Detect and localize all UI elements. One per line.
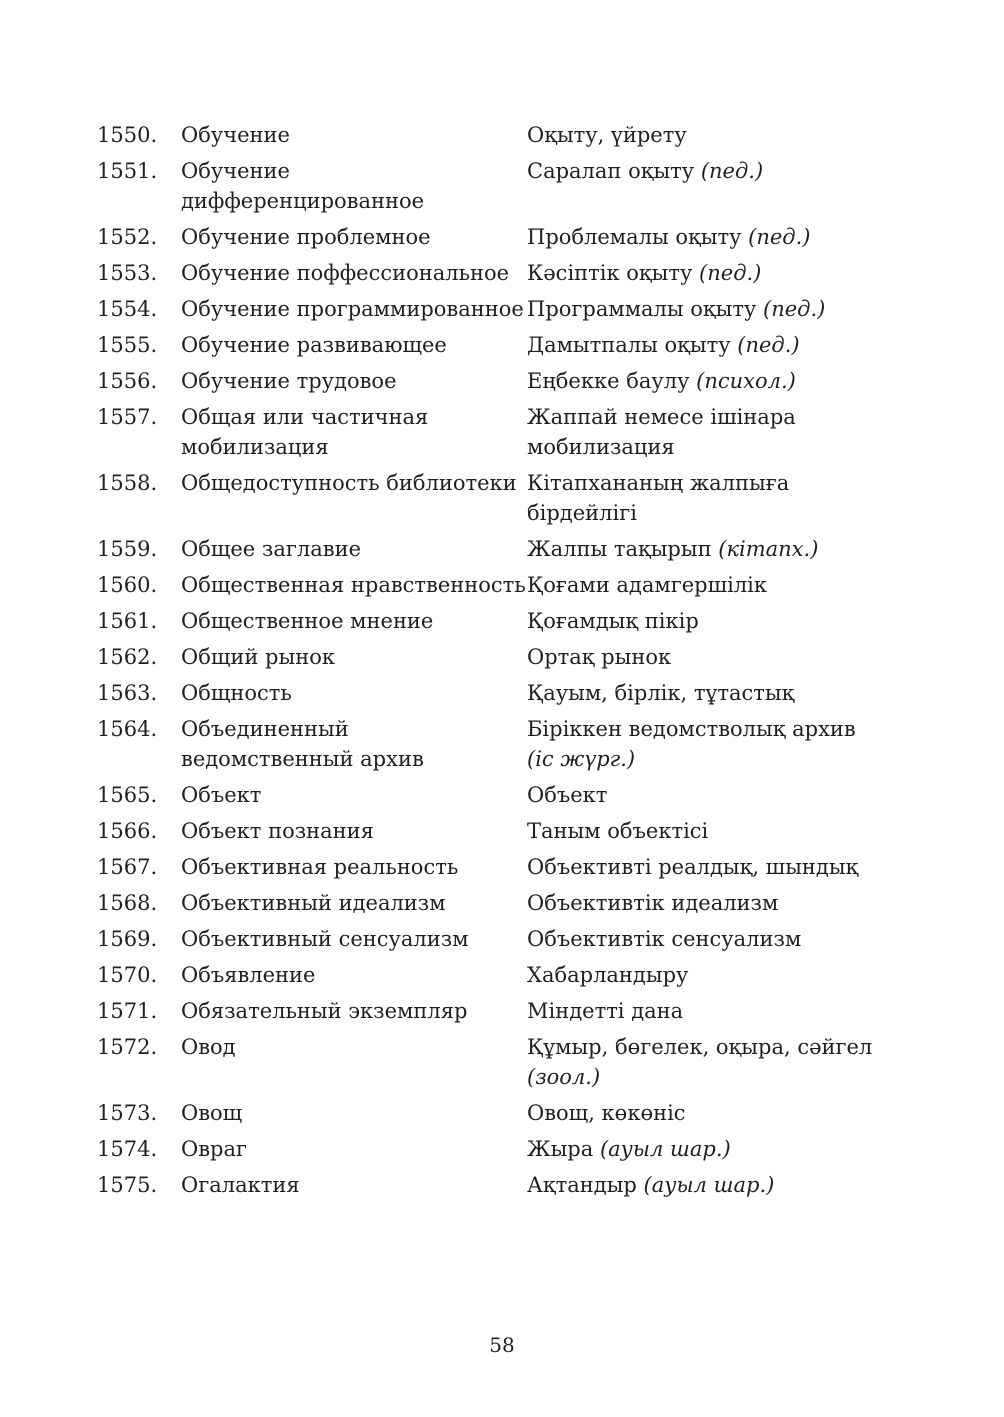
entry-number: 1561. (97, 609, 158, 633)
kazakh-translation (527, 570, 882, 600)
kazakh-term: Объективті реалдық, шындық (527, 855, 859, 879)
entry-number: 1564. (97, 717, 158, 741)
russian-term: Овощ (181, 1101, 243, 1125)
glossary-entry (0, 1032, 1004, 1098)
field-abbreviation: (пед.) (700, 159, 764, 183)
kazakh-translation (527, 924, 882, 954)
kazakh-term: Объект (527, 783, 608, 807)
field-abbreviation: (кітапх.) (718, 537, 819, 561)
entry-number: 1575. (97, 1173, 158, 1197)
kazakh-translation (527, 366, 882, 396)
entry-number: 1558. (97, 471, 158, 495)
entry-number: 1553. (97, 261, 158, 285)
kazakh-term: Кітапхананың жалпыға бірдейлігі (527, 471, 790, 525)
field-abbreviation: (іс жүрг.) (527, 747, 636, 771)
field-abbreviation: (ауыл шар.) (643, 1173, 775, 1197)
glossary-entry (0, 570, 1004, 606)
russian-term: Объединенный ведомственный архив (181, 717, 424, 771)
glossary-entry (0, 960, 1004, 996)
glossary-entry (0, 1170, 1004, 1206)
glossary-entry (0, 606, 1004, 642)
glossary-entry (0, 780, 1004, 816)
glossary-entry (0, 642, 1004, 678)
kazakh-term: Қоғами адамгершілік (527, 573, 768, 597)
entry-number: 1562. (97, 645, 158, 669)
kazakh-term: Қоғамдық пікір (527, 609, 699, 633)
kazakh-term: Хабарландыру (527, 963, 689, 987)
glossary-entry (0, 156, 1004, 222)
glossary-entry (0, 402, 1004, 468)
glossary-entry (0, 258, 1004, 294)
russian-term: Обучение поффессиональное (181, 261, 510, 285)
glossary-entries (0, 120, 1004, 1206)
entry-number: 1560. (97, 573, 158, 597)
kazakh-translation (527, 606, 882, 636)
russian-term: Общая или частичная мобилизация (181, 405, 429, 459)
entry-number: 1570. (97, 963, 158, 987)
glossary-entry (0, 294, 1004, 330)
entry-number: 1556. (97, 369, 158, 393)
glossary-entry (0, 330, 1004, 366)
kazakh-term: Ортақ рынок (527, 645, 672, 669)
kazakh-translation (527, 678, 882, 708)
russian-term: Обучение (181, 123, 290, 147)
kazakh-translation (527, 294, 882, 324)
russian-term: Овод (181, 1035, 236, 1059)
kazakh-translation (527, 714, 882, 774)
russian-term: Обучение развивающее (181, 333, 447, 357)
kazakh-term: Объективтік сенсуализм (527, 927, 802, 951)
kazakh-term: Оқыту, үйрету (527, 123, 687, 147)
field-abbreviation: (зоол.) (527, 1065, 601, 1089)
glossary-entry (0, 1098, 1004, 1134)
kazakh-term: Қауым, бірлік, тұтастық (527, 681, 795, 705)
russian-term: Общественная нравственность (181, 573, 526, 597)
entry-number: 1554. (97, 297, 158, 321)
kazakh-term: Овощ, көкөніс (527, 1101, 686, 1125)
kazakh-translation (527, 468, 882, 528)
kazakh-term: Проблемалы оқыту (527, 225, 742, 249)
kazakh-term: Ақтандыр (527, 1173, 637, 1197)
kazakh-term: Біріккен ведомстволық архив (527, 717, 856, 741)
entry-number: 1563. (97, 681, 158, 705)
kazakh-translation (527, 1170, 882, 1200)
kazakh-term: Программалы оқыту (527, 297, 757, 321)
kazakh-translation (527, 402, 882, 462)
page-number: 58 (489, 1333, 515, 1357)
glossary-entry (0, 366, 1004, 402)
glossary-entry (0, 714, 1004, 780)
kazakh-term: Жаппай немесе ішінара мобилизация (527, 405, 796, 459)
field-abbreviation: (ауыл шар.) (599, 1137, 731, 1161)
kazakh-term: Еңбекке баулу (527, 369, 690, 393)
glossary-entry (0, 468, 1004, 534)
russian-term: Овраг (181, 1137, 248, 1161)
glossary-entry (0, 1134, 1004, 1170)
entry-number: 1559. (97, 537, 158, 561)
glossary-entry (0, 534, 1004, 570)
entry-number: 1557. (97, 405, 158, 429)
entry-number: 1550. (97, 123, 158, 147)
entry-number: 1551. (97, 159, 158, 183)
entry-number: 1567. (97, 855, 158, 879)
field-abbreviation: (пед.) (737, 333, 800, 357)
entry-number: 1573. (97, 1101, 158, 1125)
russian-term: Объект познания (181, 819, 374, 843)
russian-term: Огалактия (181, 1173, 300, 1197)
kazakh-translation (527, 888, 882, 918)
russian-term: Обязательный экземпляр (181, 999, 468, 1023)
kazakh-translation (527, 120, 882, 150)
kazakh-translation (527, 960, 882, 990)
kazakh-term: Дамытпалы оқыту (527, 333, 731, 357)
kazakh-translation (527, 816, 882, 846)
glossary-entry (0, 222, 1004, 258)
glossary-entry (0, 816, 1004, 852)
kazakh-translation (527, 1032, 882, 1092)
russian-term: Объект (181, 783, 262, 807)
kazakh-term: Объективтік идеализм (527, 891, 779, 915)
field-abbreviation: (пед.) (763, 297, 826, 321)
entry-number: 1568. (97, 891, 158, 915)
kazakh-term: Міндетті дана (527, 999, 684, 1023)
entry-number: 1571. (97, 999, 158, 1023)
glossary-entry (0, 852, 1004, 888)
kazakh-translation (527, 1098, 882, 1128)
russian-term: Общедоступность библиотеки (181, 471, 517, 495)
russian-term: Обучение дифференцированное (181, 159, 425, 213)
glossary-entry (0, 888, 1004, 924)
entry-number: 1552. (97, 225, 158, 249)
kazakh-term: Құмыр, бөгелек, оқыра, сәйгел (527, 1035, 873, 1059)
kazakh-translation (527, 156, 882, 186)
kazakh-translation (527, 642, 882, 672)
kazakh-term: Кәсіптік оқыту (527, 261, 693, 285)
russian-term: Объективный сенсуализм (181, 927, 469, 951)
russian-term: Обучение трудовое (181, 369, 397, 393)
russian-term: Объективная реальность (181, 855, 459, 879)
field-abbreviation: (пед.) (748, 225, 811, 249)
kazakh-translation (527, 330, 882, 360)
russian-term: Объективный идеализм (181, 891, 446, 915)
russian-term: Общее заглавие (181, 537, 361, 561)
glossary-entry (0, 678, 1004, 714)
russian-term: Общественное мнение (181, 609, 434, 633)
kazakh-translation (527, 258, 882, 288)
russian-term: Общий рынок (181, 645, 335, 669)
russian-term: Обучение проблемное (181, 225, 431, 249)
entry-number: 1565. (97, 783, 158, 807)
glossary-entry (0, 996, 1004, 1032)
kazakh-translation (527, 222, 882, 252)
kazakh-term: Жыра (527, 1137, 594, 1161)
kazakh-translation (527, 1134, 882, 1164)
field-abbreviation: (психол.) (696, 369, 796, 393)
entry-number: 1574. (97, 1137, 158, 1161)
russian-term: Объявление (181, 963, 316, 987)
glossary-entry (0, 120, 1004, 156)
kazakh-translation (527, 780, 882, 810)
kazakh-term: Таным объектісі (527, 819, 709, 843)
russian-term: Обучение программированное (181, 297, 524, 321)
kazakh-term: Саралап оқыту (527, 159, 695, 183)
kazakh-translation (527, 996, 882, 1026)
kazakh-term: Жалпы тақырып (527, 537, 712, 561)
russian-term: Общность (181, 681, 292, 705)
entry-number: 1569. (97, 927, 158, 951)
entry-number: 1555. (97, 333, 158, 357)
field-abbreviation: (пед.) (699, 261, 762, 285)
entry-number: 1566. (97, 819, 158, 843)
glossary-entry (0, 924, 1004, 960)
entry-number: 1572. (97, 1035, 158, 1059)
kazakh-translation (527, 534, 882, 564)
kazakh-translation (527, 852, 882, 882)
